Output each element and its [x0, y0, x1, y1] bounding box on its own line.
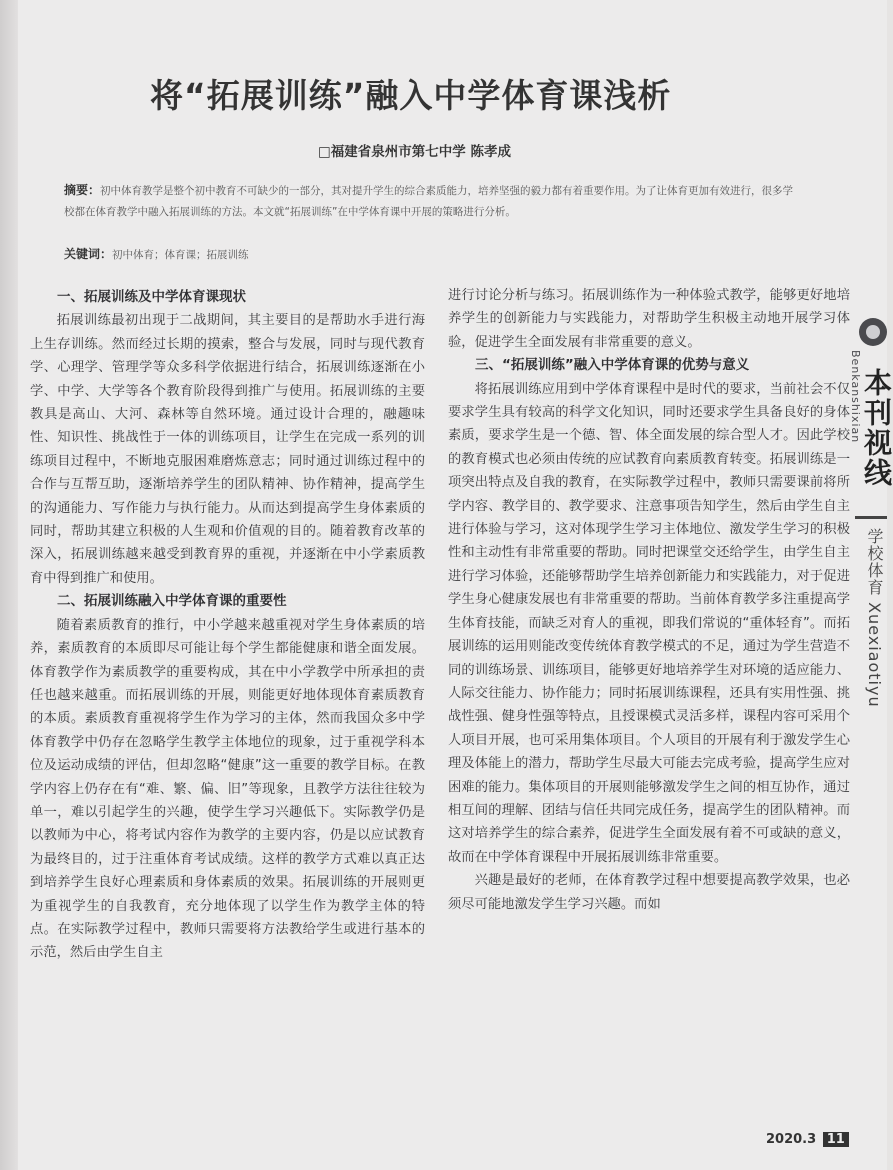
issue-date: 2020.3 [766, 1132, 817, 1147]
keywords [64, 245, 799, 262]
column-sidebar [849, 318, 893, 708]
section-3-paragraph-1: 将拓展训练应用到中学体育课程中是时代的要求，当前社会不仅要求学生具有较高的科学文化知识，同时还要求学生具备良好的身体素质，要求学生是一个德、智、体全面发展的综合型人才。因此学校的教育模式也必须由传统的应试教育向素质教育转变。拓展训练是一项突出特点及自我的教育，在实际教学过程中，教师只需要课前将所学内容、教学目的、教学要求、注意事项告知学生，然后由学生自主进行体验与学习，这对体现学生学习主体地位、激发学生学习的积极性和主动性有非常重要的帮助。同时把课堂交还给学生，由学生自主进行学习体验，还能够帮助学生培养创新能力和实践能力，对于促进学生身心健康发展也有非常重要的帮助。当前体育教学多注重提高学生体育技能，而缺乏对育人的重视，即我们常说的“重体轻育”。而拓展训练的运用则能改变传统体育教学模式的不足，通过为学生营造不同的训练场景、训练项目，能够更好地培养学生对环境的适应能力、人际交往能力、协作能力；同时拓展训练课程，还具有实用性强、挑战性强、健身性强等特点，且授课模式灵活多样，课程内容可采用个人项目开展，也可采用集体项目。个人项目的开展有利于激发学生心理及体能上的潜力，帮助学生尽最大可能去完成考验，提高学生应对困难的能力。集体项目的开展则能够激发学生之间的相互协作，通过相互间的理解、团结与信任共同完成任务，提高学生的团队精神。而这对培养学生的综合素养，促进学生全面发展有着不可或缺的意义，故而在中学体育课程中开展拓展训练非常重要。 [448, 381, 850, 865]
right-column [448, 284, 850, 916]
abstract-label: 摘要： [64, 183, 101, 197]
keywords-text: 初中体育；体育课；拓展训练 [112, 249, 249, 261]
sidebar-divider [855, 516, 887, 519]
article-title: 将“拓展训练”融入中学体育课浅析 [150, 76, 672, 115]
page-footer [766, 1132, 849, 1147]
section-heading-1: 一、拓展训练及中学体育课现状 [57, 289, 246, 305]
section-1-paragraph: 拓展训练最初出现于二战期间，其主要目的是帮助水手进行海上生存训练。然而经过长期的摸索，整合与发展，同时与现代教育学、心理学、管理学等众多科学依据进行结合，拓展训练逐渐在小学、中学、大学等各个教育阶段得到推广与使用。拓展训练的主要教具是高山、大河、森林等自然环境。通过设计合理的，融趣味性、知识性、挑战性于一体的训练项目，让学生在完成一系列的训练项目过程中，不断地克服困难磨炼意志；同时通过训练过程中的合作与互帮互助，逐渐培养学生的团队精神、协作精神，提高学生的沟通能力、写作能力与执行能力。从而达到提高学生身体素质的同时，帮助其建立积极的人生观和价值观的目的。随着教育改革的深入，拓展训练越来越受到教育界的重视，并逐渐在中小学素质教育中得到推广和使用。 [30, 313, 425, 586]
magazine-logo-icon [859, 318, 887, 346]
sidebar-pinyin: Benkanshixian [849, 350, 862, 444]
abstract-text: 初中体育教学是整个初中教育不可缺少的一部分，其对提升学生的综合素质能力，培养坚强的毅力都有着重要作用。为了让体育更加有效进行，很多学校都在体育教学中融入拓展训练的方法。本文就“拓展训练”在中学体育课中开展的策略进行分析。 [64, 185, 794, 218]
page-number: 11 [823, 1132, 849, 1147]
article-author: □福建省泉州市第七中学 陈孝成 [318, 144, 511, 160]
left-column [30, 286, 425, 965]
page-gutter [0, 0, 18, 1170]
section-3-paragraph-2: 兴趣是最好的老师，在体育教学过程中想要提高教学效果，也必须尽可能地激发学生学习兴趣。而如 [448, 873, 850, 912]
sidebar-column-name: 本刊视线 [860, 368, 893, 488]
keywords-label: 关键词： [64, 247, 113, 261]
sidebar-section-name: 学校体育 Xuexiaotiyu [865, 528, 884, 708]
section-2-paragraph: 随着素质教育的推行，中小学越来越重视对学生身体素质的培养，素质教育的本质即尽可能让每个学生都能健康和谐全面发展。体育教学作为素质教学的重要构成，其在中小学教学中所承担的责任也越来越重。而拓展训练的开展，则能更好地体现体育素质教育的本质。素质教育重视将学生作为学习的主体，然而我国众多中学体育教学中仍存在忽略学生教学主体地位的现象，过于重视学科本位及运动成绩的评估，但却忽略“健康”这一重要的教学目标。在教学内容上仍存在有“难、繁、偏、旧”等现象，且教学方法往往较为单一，难以引起学生的兴趣，使学生学习兴趣低下。实际教学仍是以教师为中心，将考试内容作为教学的主要内容，仍是以应试教育为最终目的，过于注重体育考试成绩。这样的教学方式难以真正达到培养学生良好心理素质和身体素质的效果。拓展训练的开展则更为重视学生的自我教育，充分地体现了以学生作为教学主体的特点。在实际教学过程中，教师只需要将方法教给学生或进行基本的示范，然后由学生自主 [30, 617, 425, 961]
section-heading-3: 三、“拓展训练”融入中学体育课的优势与意义 [475, 357, 750, 374]
section-2-continued: 进行讨论分析与练习。拓展训练作为一种体验式教学，能够更好地培养学生的创新能力与实践能力，对帮助学生积极主动地开展学习体验，促进学生全面发展有非常重要的意义。 [448, 288, 850, 350]
section-heading-2: 二、拓展训练融入中学体育课的重要性 [57, 593, 287, 610]
abstract [64, 180, 799, 223]
